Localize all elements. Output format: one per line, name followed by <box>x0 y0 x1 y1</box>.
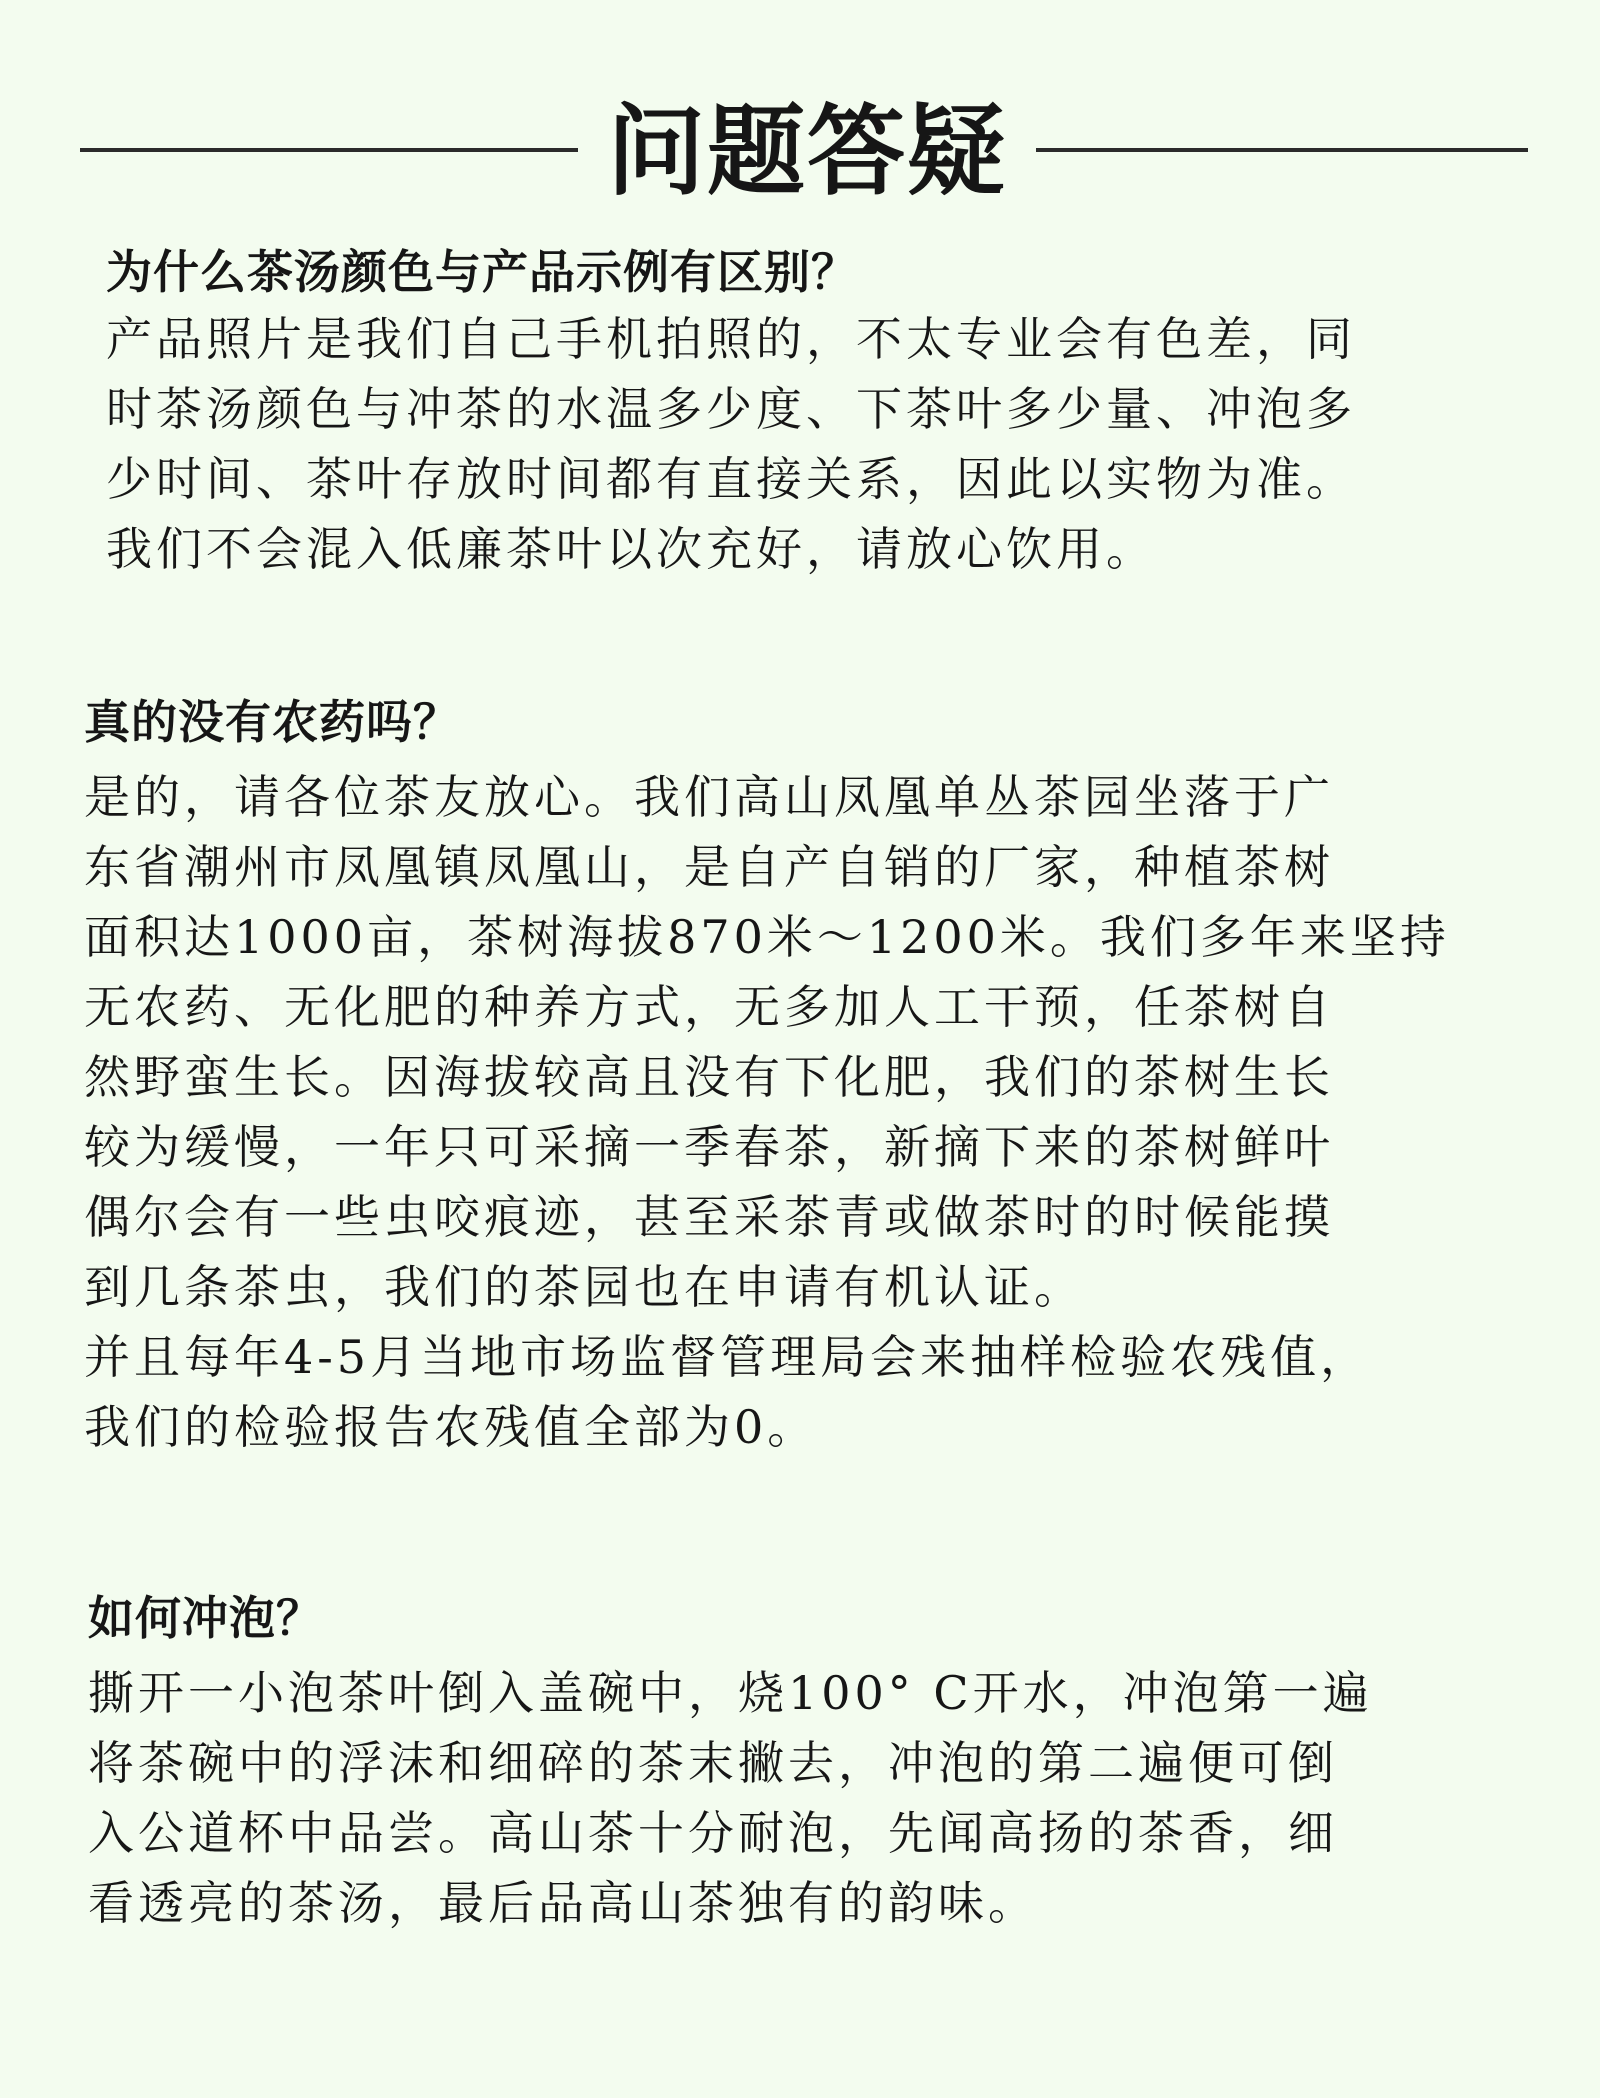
answer-line: 入公道杯中品尝。高山茶十分耐泡，先闻高扬的茶香，细 <box>88 1806 1338 1860</box>
answer-line: 到几条茶虫，我们的茶园也在申请有机认证。 <box>84 1260 1084 1314</box>
answer-line: 产品照片是我们自己手机拍照的，不太专业会有色差，同 <box>106 312 1356 366</box>
title-rule-left <box>80 148 578 152</box>
answer-line: 少时间、茶叶存放时间都有直接关系，因此以实物为准。 <box>106 452 1356 506</box>
answer-line: 我们不会混入低廉茶叶以次充好，请放心饮用。 <box>106 522 1156 576</box>
answer-line: 时茶汤颜色与冲茶的水温多少度、下茶叶多少量、冲泡多 <box>106 382 1356 436</box>
faq-item-color-difference <box>106 242 1526 584</box>
answer-line: 看透亮的茶汤，最后品高山茶独有的韵味。 <box>88 1876 1038 1930</box>
faq-question: 为什么茶汤颜色与产品示例有区别？ <box>106 245 858 299</box>
answer-line: 无农药、无化肥的种养方式，无多加人工干预，任茶树自 <box>84 980 1334 1034</box>
faq-answer <box>106 304 1526 584</box>
answer-line: 撕开一小泡茶叶倒入盖碗中，烧100° C开水，冲泡第一遍 <box>88 1666 1373 1720</box>
answer-line: 然野蛮生长。因海拔较高且没有下化肥，我们的茶树生长 <box>84 1050 1334 1104</box>
answer-line: 我们的检验报告农残值全部为0。 <box>84 1400 818 1454</box>
faq-answer <box>84 762 1524 1462</box>
page-title: 问题答疑 <box>606 94 1007 209</box>
title-rule-right <box>1036 148 1528 152</box>
answer-line: 偶尔会有一些虫咬痕迹，甚至采茶青或做茶时的时候能摸 <box>84 1190 1334 1244</box>
answer-line: 并且每年4-5月当地市场监督管理局会来抽样检验农残值， <box>84 1330 1371 1384</box>
answer-line: 面积达1000亩，茶树海拔870米～1200米。我们多年来坚持 <box>84 910 1450 964</box>
faq-question: 如何冲泡？ <box>88 1591 323 1645</box>
answer-line: 将茶碗中的浮沫和细碎的茶末撇去，冲泡的第二遍便可倒 <box>88 1736 1338 1790</box>
faq-item-pesticide <box>84 692 1524 1462</box>
answer-line: 是的，请各位茶友放心。我们高山凤凰单丛茶园坐落于广 <box>84 770 1334 824</box>
answer-line: 较为缓慢，一年只可采摘一季春茶，新摘下来的茶树鲜叶 <box>84 1120 1334 1174</box>
page-header <box>0 0 1600 230</box>
faq-item-brewing <box>88 1588 1528 1938</box>
faq-question: 真的没有农药吗？ <box>84 695 460 749</box>
faq-answer <box>88 1658 1528 1938</box>
answer-line: 东省潮州市凤凰镇凤凰山，是自产自销的厂家，种植茶树 <box>84 840 1334 894</box>
